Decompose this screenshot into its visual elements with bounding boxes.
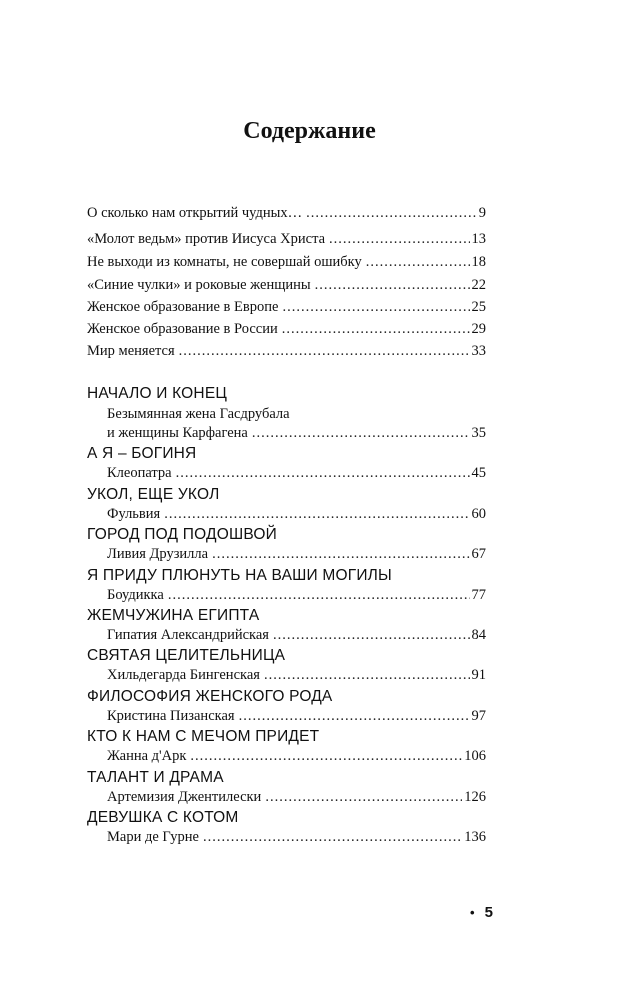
chapter-heading: ТАЛАНТ И ДРАМА — [87, 769, 224, 786]
toc-entry-page: 22 — [471, 277, 486, 293]
toc-entry-page: 9 — [478, 205, 486, 221]
chapter-heading: КТО К НАМ С МЕЧОМ ПРИДЕТ — [87, 728, 320, 745]
page-number-value: 5 — [484, 904, 493, 921]
dot-leader — [176, 464, 470, 482]
toc-entry — [87, 276, 486, 294]
toc-entry — [87, 230, 486, 248]
toc-entry-title: Жанна д'Арк — [107, 748, 187, 764]
dot-leader — [203, 828, 462, 846]
dot-leader — [264, 666, 470, 684]
toc-entry-title: Женское образование в Европе — [87, 299, 279, 315]
toc-entry-title: Гипатия Александрийская — [107, 627, 269, 643]
chapter-heading: СВЯТАЯ ЦЕЛИТЕЛЬНИЦА — [87, 647, 286, 664]
toc-entry-page: 136 — [464, 829, 486, 845]
toc-entry-title: Кристина Пизанская — [107, 708, 235, 724]
toc-entry-page: 60 — [471, 506, 486, 522]
toc-subentry — [107, 626, 486, 644]
toc-entry-title: «Молот ведьм» против Иисуса Христа — [87, 231, 326, 247]
page-number — [470, 904, 493, 921]
toc-entry-page: 106 — [464, 748, 486, 764]
dot-leader — [190, 747, 462, 765]
toc-entry-page: 45 — [471, 465, 486, 481]
dot-leader — [273, 626, 470, 644]
toc-entry-page: 29 — [471, 321, 486, 337]
toc-entry-title: Фульвия — [107, 506, 161, 522]
toc-entry-page: 67 — [471, 546, 486, 562]
dot-leader — [315, 276, 470, 294]
toc-entry-title: Женское образование в России — [87, 321, 278, 337]
chapter-heading: А Я – БОГИНЯ — [87, 445, 197, 462]
toc-subentry — [107, 747, 486, 765]
toc-entry-page: 77 — [471, 587, 486, 603]
toc-entry-title: и женщины Карфагена — [107, 425, 248, 441]
toc-subentry-line: Безымянная жена Гасдрубала — [107, 406, 290, 422]
toc-entry-page: 126 — [464, 789, 486, 805]
chapter-heading: ФИЛОСОФИЯ ЖЕНСКОГО РОДА — [87, 688, 333, 705]
toc-entry — [87, 253, 486, 271]
dot-leader — [306, 204, 477, 222]
chapter-heading: ЖЕМЧУЖИНА ЕГИПТА — [87, 607, 260, 624]
toc-entry-page: 91 — [471, 667, 486, 683]
toc-entry-title: О сколько нам открытий чудных… — [87, 205, 303, 221]
chapter-heading: Я ПРИДУ ПЛЮНУТЬ НА ВАШИ МОГИЛЫ — [87, 567, 392, 584]
dot-leader — [282, 298, 469, 316]
chapter-heading: ДЕВУШКА С КОТОМ — [87, 809, 239, 826]
chapter-heading: ГОРОД ПОД ПОДОШВОЙ — [87, 526, 277, 543]
toc-subentry — [107, 707, 486, 725]
toc-entry-page: 97 — [471, 708, 486, 724]
toc-entry — [87, 320, 486, 338]
toc-subentry — [107, 586, 486, 604]
toc-entry-page: 35 — [471, 425, 486, 441]
dot-leader — [366, 253, 470, 271]
dot-leader — [212, 545, 469, 563]
toc-subentry — [107, 666, 486, 684]
toc-subentry — [107, 788, 486, 806]
page-title: Содержание — [243, 118, 376, 144]
toc-entry-title: Клеопатра — [107, 465, 172, 481]
dot-leader — [252, 424, 470, 442]
toc-entry — [87, 204, 486, 222]
toc-subentry — [107, 424, 486, 442]
dot-leader — [282, 320, 470, 338]
toc-entry-page: 33 — [471, 343, 486, 359]
toc-subentry — [107, 828, 486, 846]
toc-entry-page: 18 — [471, 254, 486, 270]
chapter-heading: НАЧАЛО И КОНЕЦ — [87, 385, 228, 402]
toc-entry-title: Ливия Друзилла — [107, 546, 209, 562]
toc-entry-title: Боудикка — [107, 587, 164, 603]
dot-leader — [329, 230, 469, 248]
bullet-icon: • — [470, 905, 475, 920]
toc-entry-page: 13 — [471, 231, 486, 247]
toc-entry-page: 84 — [471, 627, 486, 643]
dot-leader — [179, 342, 470, 360]
toc-entry-title: «Синие чулки» и роковые женщины — [87, 277, 311, 293]
dot-leader — [164, 505, 469, 523]
toc-entry-title: Артемизия Джентилески — [107, 789, 262, 805]
chapter-heading: УКОЛ, ЕЩЕ УКОЛ — [87, 486, 220, 503]
toc-subentry — [107, 464, 486, 482]
toc-entry-title: Не выходи из комнаты, не совершай ошибку — [87, 254, 362, 270]
toc-entry-page: 25 — [471, 299, 486, 315]
toc-subentry — [107, 505, 486, 523]
dot-leader — [168, 586, 470, 604]
toc-entry-title: Мари де Гурне — [107, 829, 199, 845]
toc-entry — [87, 342, 486, 360]
toc-subentry — [107, 545, 486, 563]
toc-entry — [87, 298, 486, 316]
dot-leader — [239, 707, 470, 725]
toc-entry-title: Мир меняется — [87, 343, 175, 359]
dot-leader — [265, 788, 462, 806]
toc-entry-title: Хильдегарда Бингенская — [107, 667, 260, 683]
